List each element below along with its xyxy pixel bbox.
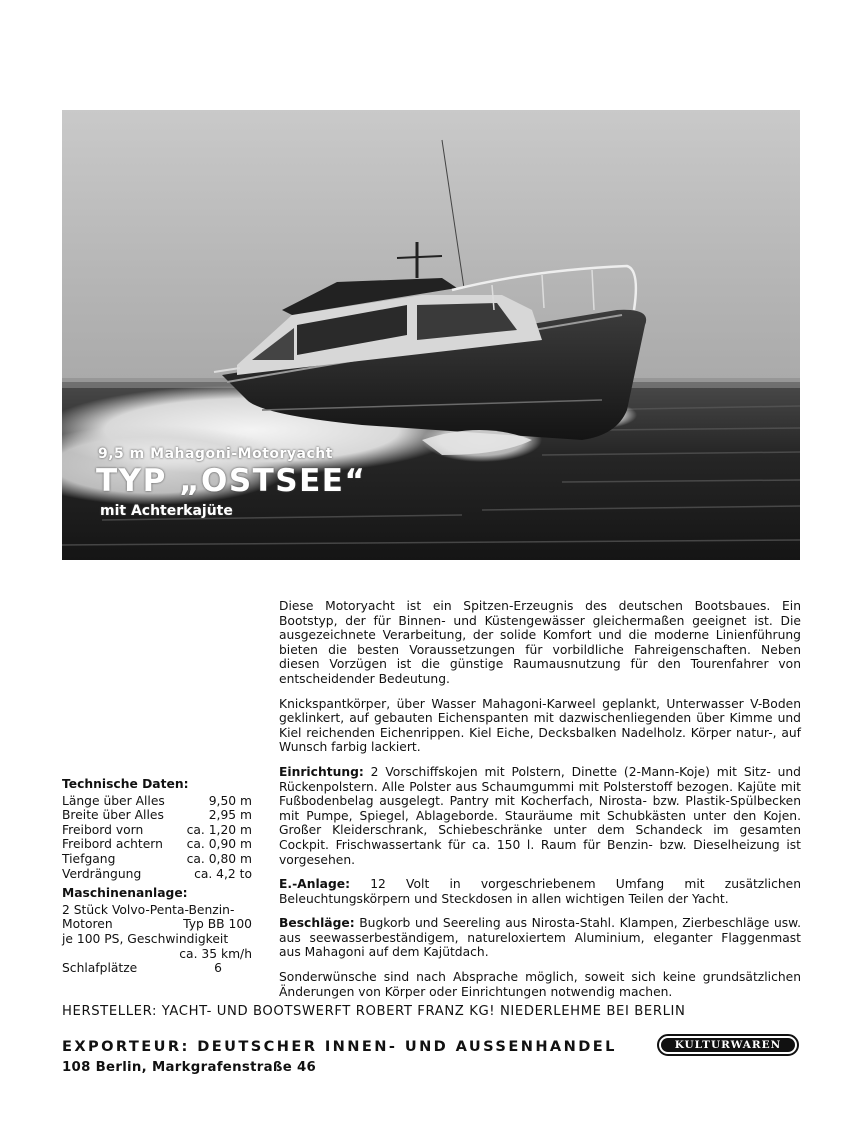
spec-label: Schlafplätze (62, 961, 138, 976)
spec-row (62, 917, 252, 932)
spec-value: ca. 35 km/h (179, 946, 252, 961)
spec-value: ca. 0,80 m (186, 851, 252, 866)
spec-row (62, 794, 252, 809)
hero-subtitle: 9,5 m Mahagoni-Motoryacht (98, 446, 333, 462)
spec-label: Breite über Alles (62, 808, 164, 823)
logo-text: KULTURWAREN (661, 1038, 795, 1052)
machine-line: je 100 PS, Geschwindigkeit (62, 931, 229, 946)
spec-value: 6 (214, 961, 222, 976)
technical-specs (62, 775, 252, 976)
paragraph-intro: Diese Motoryacht ist ein Spitzen-Erzeugnis des deutschen Bootsbaues. Ein Bootstyp, der für Binnen- und Küstengewässer gleichermaßen geeignet ist. Die ausgezeichnete Verarbeitung, der solide Komfort und die moderne Linienführung bieten die besten Voraussetzungen für vorbildliche Fahreigenschaften. Neben diesen Vorzügen ist die günstige Raumausnutzung für den Tourenfahrer von entscheidender Bedeutung. (279, 599, 801, 686)
label-einrichtung: Einrichtung: (279, 764, 364, 779)
spec-value: Typ BB 100 (183, 917, 252, 932)
paragraph-beschlaege (279, 916, 801, 960)
hero-after-title: mit Achterkajüte (100, 503, 233, 519)
spec-label: Tiefgang (62, 851, 116, 866)
paragraph-einrichtung (279, 765, 801, 867)
label-e-anlage: E.-Anlage: (279, 877, 351, 892)
spec-label: Verdrängung (62, 866, 142, 881)
spec-row (62, 852, 252, 867)
spec-row (62, 808, 252, 823)
kulturwaren-logo (657, 1034, 799, 1056)
spec-value: ca. 1,20 m (186, 822, 252, 837)
label-beschlaege: Beschläge: (279, 916, 355, 931)
spec-value: 2,95 m (208, 808, 252, 823)
spec-value: 9,50 m (208, 793, 252, 808)
paragraph-e-anlage (279, 877, 801, 906)
spec-value: ca. 4,2 to (194, 866, 252, 881)
tech-heading: Technische Daten: (62, 777, 189, 791)
spec-label: Freibord vorn (62, 822, 144, 837)
spec-row (62, 961, 252, 976)
paragraph-sonderwuensche: Sonderwünsche sind nach Absprache möglich, soweit sich keine grundsätzlichen Änderungen von Körper oder Einrichtungen notwendig machen. (279, 970, 801, 999)
manufacturer-line: HERSTELLER: YACHT- UND BOOTSWERFT ROBERT FRANZ KG! NIEDERLEHME BEI BERLIN (62, 1004, 686, 1019)
spec-label: Länge über Alles (62, 793, 165, 808)
spec-label: Motoren (62, 917, 113, 932)
text-einrichtung: 2 Vorschiffskojen mit Polstern, Dinette (2-Mann-Koje) mit Sitz- und Rückenpolstern. Alle Polster aus Schaumgummi mit Polsterstoff bezogen. Kajüte mit Fußbodenbelag ausgelegt. Pantry mit Kocherfach, Nirosta- bzw. Plastik-Spülbecken mit Pumpe, Spiegel, Ablageborde. Stauräume mit Schubkästen unter den Kojen. Großer Kleiderschrank, Schiebeschränke unter dem Schandeck im gesamten Cockpit. Frischwassertank für ca. 150 l. Raum für Benzin- bzw. Dieselheizung ist vorgesehen. (279, 764, 801, 867)
boat-photo (62, 110, 800, 560)
spec-row (62, 823, 252, 838)
spec-row (62, 867, 252, 882)
exporteur-line: EXPORTEUR: DEUTSCHER INNEN- UND AUSSENHANDEL (62, 1038, 617, 1055)
address-line: 108 Berlin, Markgrafenstraße 46 (62, 1060, 317, 1075)
hero-title: TYP „OSTSEE“ (96, 463, 367, 499)
spec-value: ca. 0,90 m (186, 837, 252, 852)
text-beschlaege: Bugkorb und Seereling aus Nirosta-Stahl. Klampen, Zierbeschläge usw. aus seewasserbeständigem, natureloxiertem Aluminium, eleganter Flaggenmast aus Mahagoni auf dem Kajütdach. (279, 916, 801, 960)
description-body (279, 599, 801, 1009)
paragraph-hull: Knickspantkörper, über Wasser Mahagoni-Karweel geplankt, Unterwasser V-Boden geklinkert, auf gebauten Eichenspanten mit dazwischenliegenden über Kimme und Kiel reichenden Eichenrippen. Kiel Eiche, Decksbalken Nadelholz. Körper natur-, auf Wunsch farbig lackiert. (279, 696, 801, 755)
text-e-anlage: 12 Volt in vorgeschriebenem Umfang mit zusätzlichen Beleuchtungskörpern und Steckdosen in allen wichtigen Teilen der Yacht. (279, 877, 801, 906)
spec-label: Freibord achtern (62, 837, 163, 852)
machine-heading: Maschinenanlage: (62, 886, 188, 901)
spec-row (62, 837, 252, 852)
spec-row (62, 947, 252, 962)
machine-line: 2 Stück Volvo-Penta-Benzin- (62, 902, 235, 917)
